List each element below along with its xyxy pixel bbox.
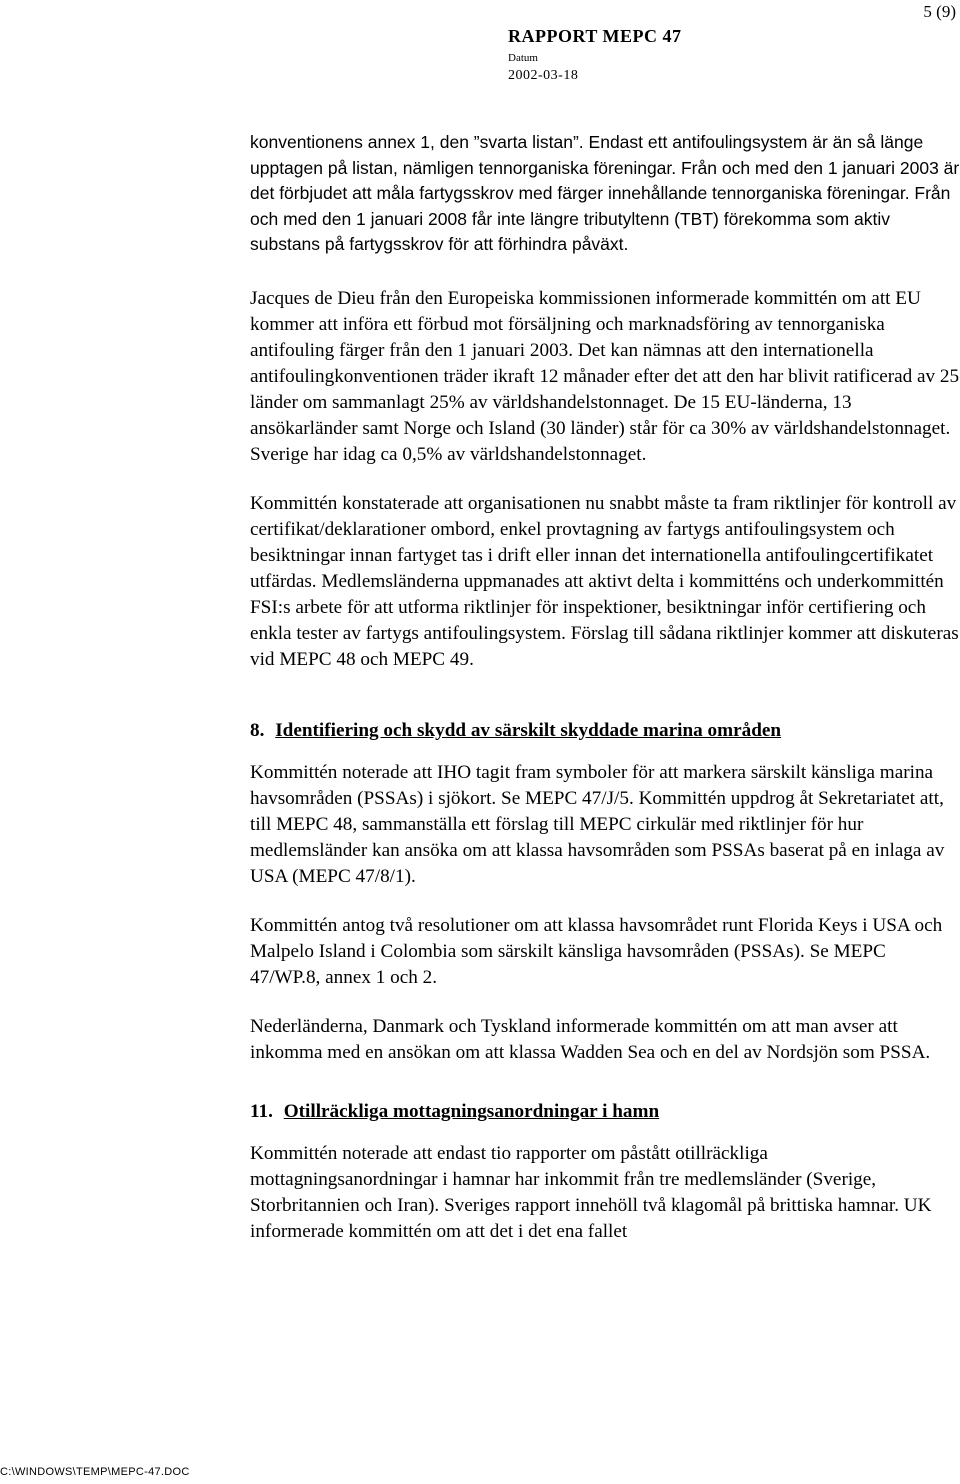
section-title: Otillräckliga mottagningsanordningar i hamn (283, 1100, 660, 1122)
paragraph-reception-facilities: Kommittén noterade att endast tio rapporter om påstått otillräckliga mottagningsanordningar i hamnar har inkommit från tre medlemsländer (Sverige, Storbritannien och Iran). Sveriges rapport innehöll två klagomål på brittiska hamnar. UK informerade kommittén om att det i det ena fallet (250, 1142, 932, 1242)
page-number: 5 (9) (923, 2, 956, 21)
footer-file-path: C:\WINDOWS\TEMP\MEPC-47.DOC (0, 1466, 190, 1478)
section-heading-8 (250, 718, 960, 744)
paragraph-wadden-sea: Nederländerna, Danmark och Tyskland informerade kommittén om att man avser att inkomma med en ansökan om att klassa Wadden Sea och en del av Nordsjön som PSSA. (250, 1015, 931, 1063)
section-number: 8. (250, 719, 265, 741)
date-label: Datum (508, 52, 538, 64)
section-title: Identifiering och skydd av särskilt skyddade marina områden (275, 719, 782, 741)
paragraph-pssa-resolutions: Kommittén antog två resolutioner om att klassa havsområdet runt Florida Keys i USA och Malpelo Island i Colombia som särskilt känsliga havsområden (PSSAs). Se MEPC 47/WP.8, annex 1 och 2. (250, 914, 943, 988)
paragraph-guidelines: Kommittén konstaterade att organisationen nu snabbt måste ta fram riktlinjer för kontroll av certifikat/deklarationer ombord, enkel provtagning av fartygs antifoulingsystem och besiktningar innan fartyget tas i drift eller innan det internationella antifoulingcertifikatet utfärdas. Medlemsländerna uppmanades att aktivt delta i kommitténs och underkommittén FSI:s arbete för att utforma riktlinjer för inspektioner, besiktningar inför certifiering och enkla tester av fartygs antifoulingsystem. Förslag till sådana riktlinjer kommer att diskuteras vid MEPC 48 och MEPC 49. (250, 492, 959, 670)
document-header (508, 22, 682, 86)
section-number: 11. (250, 1100, 273, 1122)
report-title: RAPPORT MEPC 47 (508, 26, 682, 46)
paragraph-iho-symbols: Kommittén noterade att IHO tagit fram symboler för att markera särskilt känsliga marina havsområden (PSSAs) i sjökort. Se MEPC 47/J/5. Kommittén uppdrog åt Sekretariatet att, till MEPC 48, sammanställa ett förslag till MEPC cirkulär med riktlinjer för hur medlemsländer kan ansöka om att klassa havsområden som PSSAs baserat på en inlaga av USA (MEPC 47/8/1). (250, 761, 945, 887)
date-value: 2002-03-18 (508, 68, 579, 83)
document-body (250, 130, 960, 1268)
section-heading-11 (250, 1099, 960, 1125)
paragraph-antifouling-annex: konventionens annex 1, den ”svarta listan”. Endast ett antifoulingsystem är än så länge upptagen på listan, nämligen tennorganiska föreningar. Från och med den 1 januari 2003 är det förbjudet att måla fartygsskrov med färger innehållande tennorganiska föreningar. Från och med den 1 januari 2008 får inte längre tributyltenn (TBT) förekomma som aktiv substans på fartygsskrov för att förhindra påväxt. (250, 132, 960, 254)
paragraph-eu-ban: Jacques de Dieu från den Europeiska kommissionen informerade kommittén om att EU kommer att införa ett förbud mot försäljning och marknadsföring av tennorganiska antifouling färger från den 1 januari 2003. Det kan nämnas att den internationella antifoulingkonventionen träder ikraft 12 månader efter det att den har blivit ratificerad av 25 länder om sammanlagt 25% av världshandelstonnaget. De 15 EU-länderna, 13 ansökarländer samt Norge och Island (30 länder) står för ca 30% av världshandelstonnaget. Sverige har idag ca 0,5% av världshandelstonnaget. (250, 287, 960, 465)
